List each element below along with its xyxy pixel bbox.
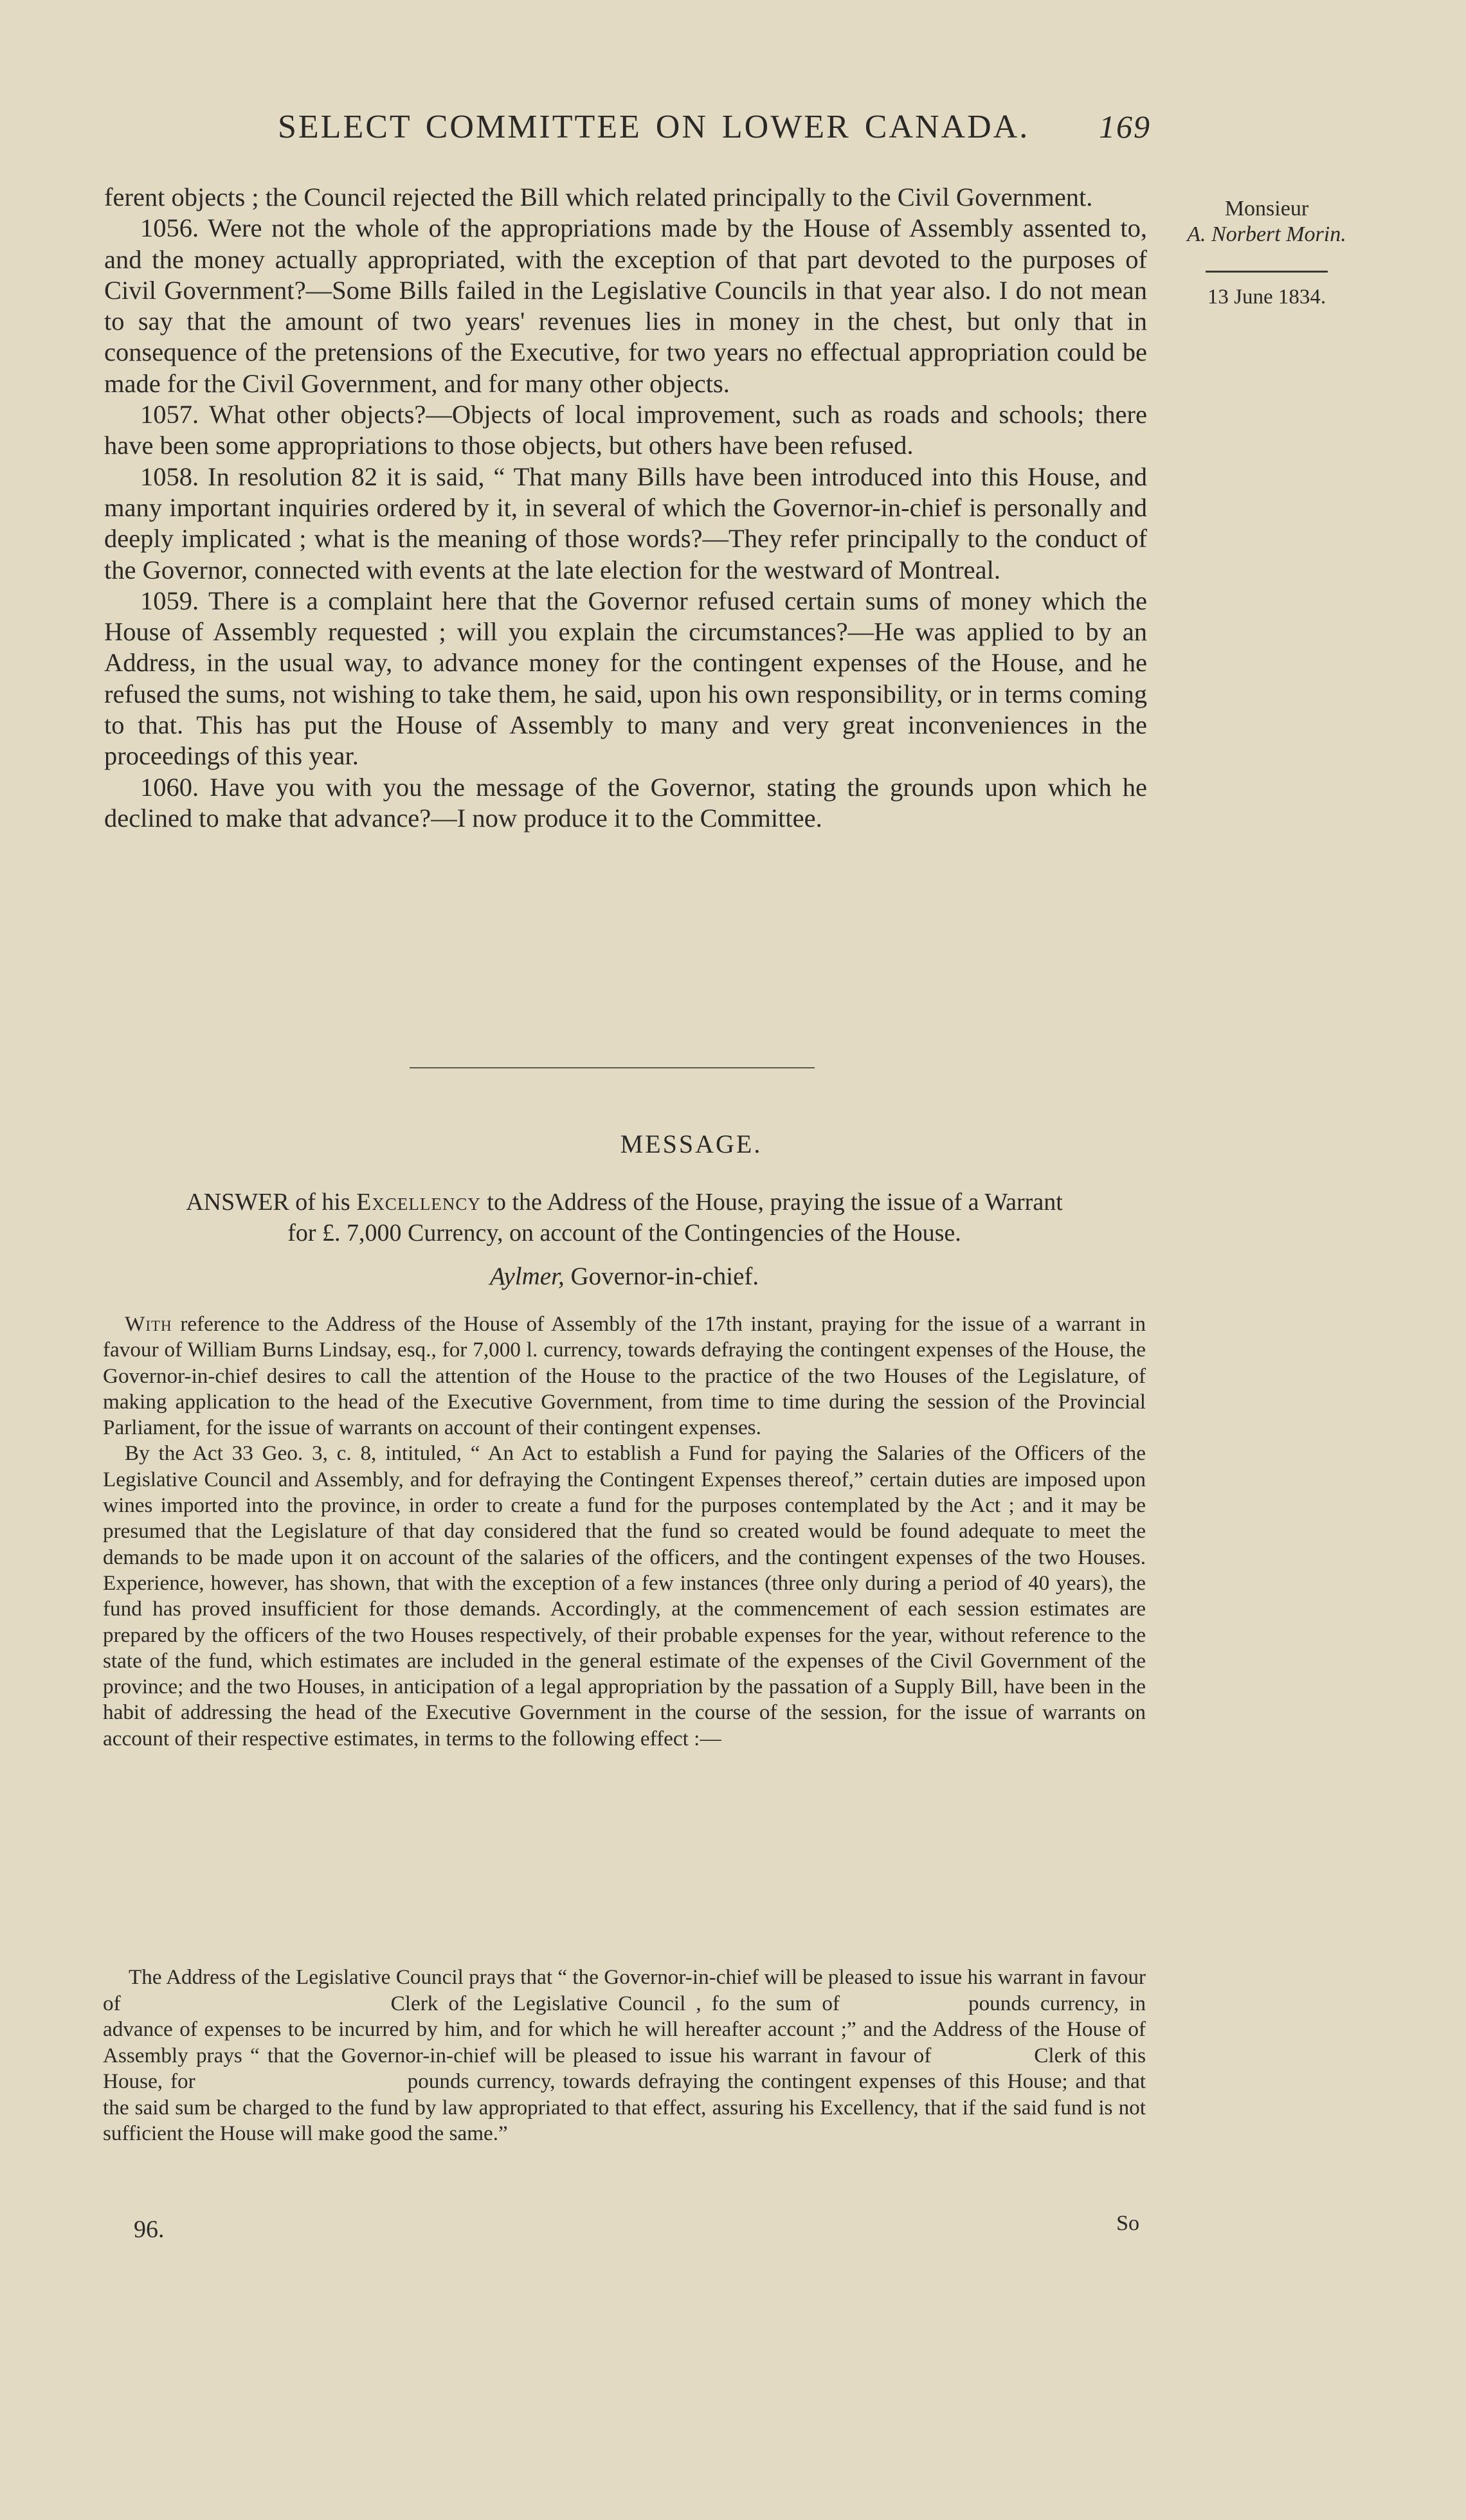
- quote-part-a: The Address of the Legislative Council prays that “ the Governor-in-chief will be pleased to issue his warrant in favour of: [103, 1965, 1146, 2015]
- evidence-text: [104, 182, 1147, 834]
- running-title: SELECT COMMITTEE ON LOWER CANADA.: [278, 109, 1030, 145]
- excellency-word: Excellency: [356, 1189, 481, 1216]
- evidence-paragraph: ferent objects ; the Council rejected the Bill which related principally to the Civil Government.: [104, 183, 1093, 212]
- governor-signature: [103, 1262, 1146, 1291]
- evidence-paragraph: 1060. Have you with you the message of the Governor, stating the grounds upon which he declined to make that advance?—I now produce it to the Committee.: [104, 772, 1147, 833]
- answer-of-his: of his: [295, 1189, 350, 1216]
- quotation-paragraph: [103, 1965, 1146, 2147]
- answer-line2: for £. 7,000 Currency, on account of the Contingencies of the House.: [287, 1220, 961, 1246]
- with-word: With: [125, 1312, 172, 1336]
- evidence-paragraph: 1058. In resolution 82 it is said, “ That many Bills have been introduced into this House, and many important inquiries ordered by it, in several of which the Governor-in-chief is personally and deeply implicated ; what is the meaning of those words?—They refer principally to the conduct of the Governor, connected with events at the late election for the westward of Montreal.: [104, 462, 1147, 584]
- catchword: So: [1116, 2211, 1139, 2235]
- witness-name: A. Norbert Morin.: [1187, 222, 1346, 246]
- message-body: [103, 1311, 1146, 1752]
- address-quotation: [103, 1965, 1146, 2147]
- message-heading: MESSAGE.: [620, 1130, 763, 1158]
- witness-title: Monsieur: [1224, 197, 1309, 221]
- signature-name: Aylmer,: [489, 1263, 565, 1290]
- section-divider: [410, 1067, 815, 1068]
- answer-word: ANSWER: [186, 1189, 289, 1216]
- signature-mark: 96.: [134, 2216, 165, 2243]
- evidence-paragraph: 1057. What other objects?—Objects of local improvement, such as roads and schools; there have been some appropriations to those objects, but others have been refused.: [104, 400, 1147, 460]
- answer-line1-rest: to the Address of the House, praying the issue of a Warrant: [487, 1189, 1063, 1216]
- message-paragraph-1-text: reference to the Address of the House of Assembly of the 17th instant, praying for the issue of a warrant in favour of William Burns Lindsay, esq., for 7,000 l. currency, towards defraying the contingent expenses of the House, the Governor-in-chief desires to call the attention of the House to the practice of the two Houses of the Legislature, of making application to the head of the Executive Government, from time to time during the session of the Provincial Parliament, for the issue of warrants on account of their contingent expenses.: [103, 1312, 1146, 1440]
- signature-title: Governor-in-chief.: [570, 1263, 759, 1290]
- answer-heading: [103, 1187, 1146, 1248]
- page-number: 169: [1099, 109, 1151, 145]
- quote-part-d: Clerk of this House, for: [103, 2043, 1146, 2093]
- evidence-paragraph: 1056. Were not the whole of the appropriations made by the House of Assembly assented to, and the money actually appropriated, with the exception of that part devoted to the purposes of Civil Government?—Some Bills failed in the Legislative Councils in that year also. I do not mean to say that the amount of two years' revenues lies in money in the chest, but only that in consequence of the pretensions of the Executive, for two years no effectual appropriation could be made for the Civil Government, and for many other objects.: [104, 213, 1147, 398]
- witness-margin-note: [1157, 196, 1376, 310]
- quote-part-c: pounds currency, in advance of expenses to be incurred by him, and for which he will hereafter account ;” and the Address of the House of Assembly prays “ that the Governor-in-chief will be pleased to issue his warrant in favour of: [103, 1991, 1146, 2067]
- evidence-paragraph: 1059. There is a complaint here that the Governor refused certain sums of money which the House of Assembly requested ; will you explain the circumstances?—He was applied to by an Address, in the usual way, to advance money for the contingent expenses of the House, and he refused the sums, not wishing to take them, he said, upon his own responsibility, or in terms coming to that. This has put the House of Assembly to many and very great inconveniences in the proceedings of this year.: [104, 586, 1147, 771]
- message-paragraph: [103, 1311, 1146, 1441]
- quote-part-e: pounds currency, towards defraying the contingent expenses of this House; and that the said sum be charged to the fund by law appropriated to that effect, assuring his Excellency, that if the said fund is not sufficient the House will make good the same.”: [103, 2069, 1146, 2145]
- quote-part-b: Clerk of the Legislative Council , fo the sum of: [390, 1991, 840, 2015]
- message-paragraph: By the Act 33 Geo. 3, c. 8, intituled, “ An Act to establish a Fund for paying the Salaries of the Officers of the Legislative Council and Assembly, and for defraying the Contingent Expenses thereof,” certain duties are imposed upon wines imported into the province, in order to create a fund for the purposes contemplated by the Act ; and it may be presumed that the Legislature of that day considered that the fund so created would be found adequate to meet the demands to be made upon it on account of the salaries of the officers, and the contingent expenses of the two Houses. Experience, however, has shown, that with the exception of a few instances (three only during a period of 40 years), the fund has proved insufficient for those demands. Accordingly, at the commencement of each session estimates are prepared by the officers of the two Houses respectively, of their probable expenses for the year, without reference to the state of the fund, which estimates are included in the general estimate of the expenses of the Civil Government of the province; and the two Houses, in anticipation of a legal appropriation by the passation of a Supply Bill, have been in the habit of addressing the head of the Executive Government in the course of the session, for the issue of warrants on account of their respective estimates, in terms to the following effect :—: [103, 1441, 1146, 1751]
- margin-rule: [1206, 271, 1328, 273]
- evidence-date: 13 June 1834.: [1207, 285, 1326, 309]
